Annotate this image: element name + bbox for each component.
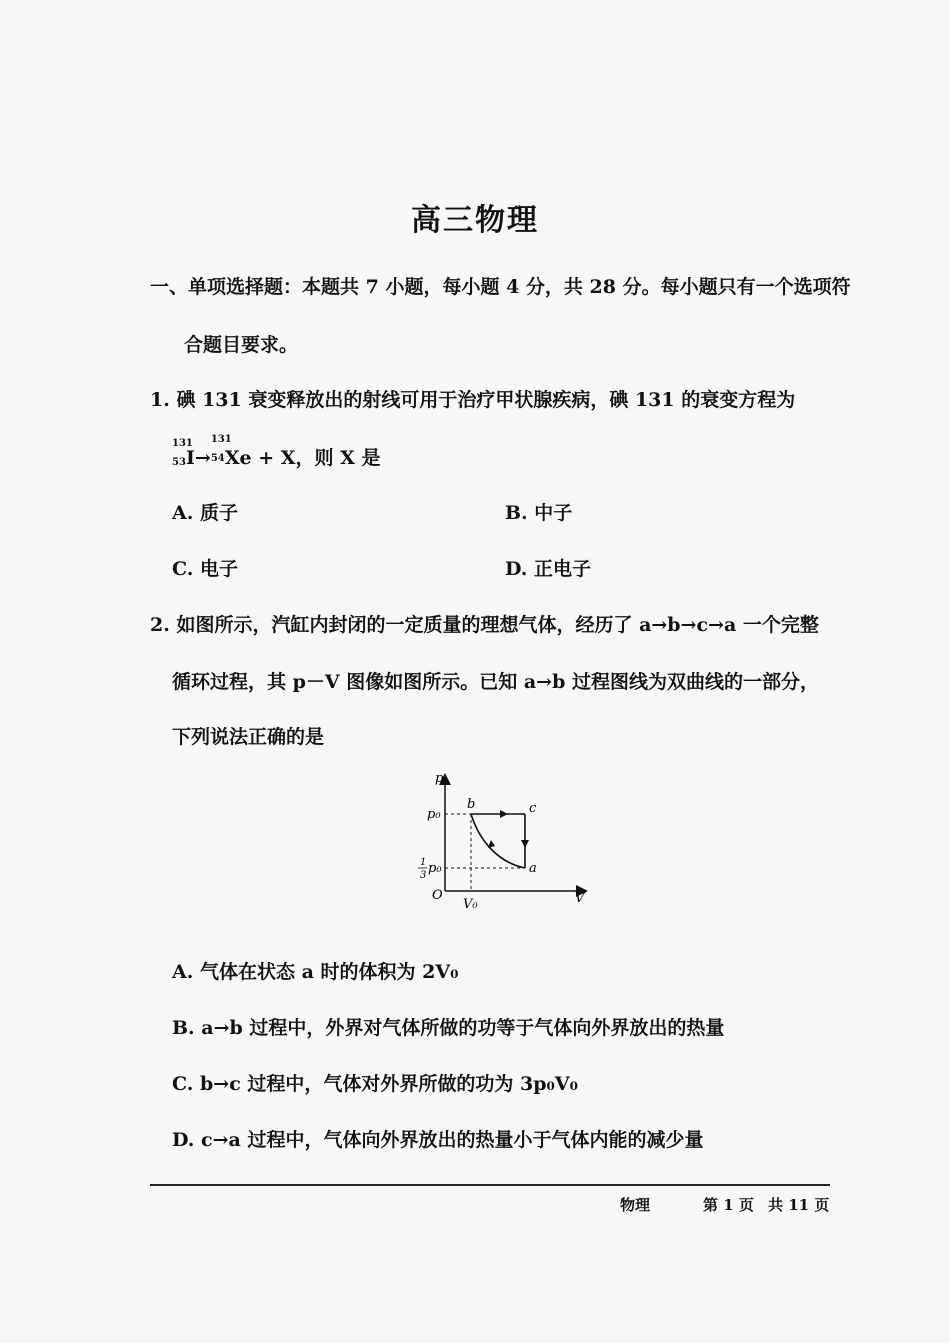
footer-subject: 物理 bbox=[620, 1196, 651, 1214]
ab-arrow bbox=[488, 840, 495, 848]
q2-option-a: A. 气体在状态 a 时的体积为 2V₀ bbox=[172, 961, 459, 983]
nuclide-xenon: 131 54 Xe + X，则 X 是 bbox=[210, 434, 381, 469]
v0-label: V₀ bbox=[463, 897, 478, 912]
q2-stem-line1: 2. 如图所示，汽缸内封闭的一定质量的理想气体，经历了 a→b→c→a 一个完整 bbox=[150, 614, 819, 636]
third-p0-label: p₀ bbox=[428, 861, 442, 876]
origin-label: O bbox=[432, 888, 443, 903]
third-den: 3 bbox=[420, 870, 427, 881]
p0-label: p₀ bbox=[427, 807, 441, 822]
page-title: 高三物理 bbox=[411, 203, 539, 238]
third-num: 1 bbox=[420, 857, 427, 868]
q2-option-c: C. b→c 过程中，气体对外界所做的功为 3p₀V₀ bbox=[172, 1073, 578, 1095]
q1-option-c: C. 电子 bbox=[172, 558, 239, 580]
q1-option-a: A. 质子 bbox=[172, 502, 238, 524]
point-a-label: a bbox=[529, 861, 537, 876]
q2-option-b: B. a→b 过程中，外界对气体所做的功等于气体向外界放出的热量 bbox=[172, 1017, 725, 1039]
ab-curve bbox=[471, 814, 525, 868]
ca-arrow bbox=[521, 840, 529, 848]
q2-stem-line3: 下列说法正确的是 bbox=[172, 726, 325, 748]
footer-divider bbox=[150, 1184, 830, 1186]
footer-page-number: 第 1 页 bbox=[703, 1196, 754, 1214]
point-b-label: b bbox=[467, 797, 476, 812]
q2-option-d: D. c→a 过程中，气体向外界放出的热量小于气体内能的减少量 bbox=[172, 1129, 704, 1151]
pv-diagram bbox=[405, 768, 605, 918]
q2-stem-line2: 循环过程，其 p－V 图像如图所示。已知 a→b 过程图线为双曲线的一部分， bbox=[172, 671, 820, 693]
bc-arrow bbox=[500, 810, 508, 818]
nuclide-iodine: 131 53 I→ bbox=[172, 438, 211, 469]
q1-equation bbox=[172, 434, 381, 470]
section-heading-line1: 一、单项选择题：本题共 7 小题，每小题 4 分，共 28 分。每小题只有一个选项符 bbox=[150, 276, 851, 298]
point-c-label: c bbox=[529, 801, 537, 816]
q1-option-b: B. 中子 bbox=[505, 502, 573, 524]
q1-option-d: D. 正电子 bbox=[505, 558, 592, 580]
p-axis-label: p bbox=[435, 771, 444, 786]
q1-stem: 1. 碘 131 衰变释放出的射线可用于治疗甲状腺疾病，碘 131 的衰变方程为 bbox=[150, 389, 796, 411]
section-heading-line2: 合题目要求。 bbox=[184, 334, 299, 356]
v-axis-label: V bbox=[575, 891, 585, 906]
footer-total-pages: 共 11 页 bbox=[768, 1196, 830, 1214]
